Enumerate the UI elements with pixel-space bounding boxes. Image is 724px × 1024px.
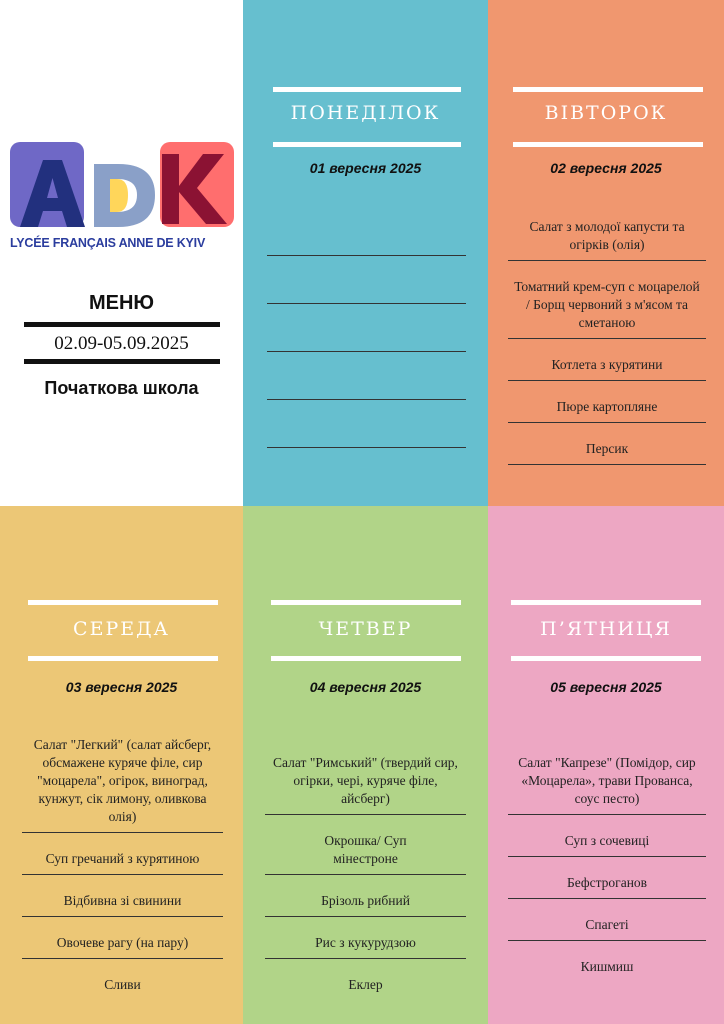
- school-level: Початкова школа: [44, 378, 199, 398]
- menu-items: [265, 754, 466, 994]
- menu-item: Салат "Легкий" (салат айсберг, обсмажене куряче філе, сир "моцарела", огірок, виноград, кунжут, сік лимону, оливкова олія): [33, 737, 212, 824]
- info-panel: [0, 0, 243, 506]
- menu-items: [22, 736, 223, 994]
- day-name: ВІВТОРОК: [544, 102, 668, 124]
- separator: [508, 380, 706, 381]
- menu-item: Сливи: [104, 977, 141, 992]
- header-line-bottom: [28, 656, 218, 661]
- menu-items: [508, 218, 706, 482]
- menu-item: Відбивна зі свинини: [63, 893, 182, 908]
- separator: [508, 260, 706, 261]
- separator: [22, 832, 223, 833]
- menu-item: Салат з молодої капусти та огірків (олія): [529, 219, 685, 252]
- menu-item: Салат "Капрезе" (Помідор, сир «Моцарела», трави Прованса, соус песто): [518, 755, 696, 806]
- menu-item: Пюре картопляне: [556, 399, 658, 414]
- menu-item: Еклер: [348, 977, 383, 992]
- header-line-bottom: [271, 656, 461, 661]
- header-line-top: [271, 600, 461, 605]
- separator: [22, 874, 223, 875]
- header-line-bottom: [513, 142, 703, 147]
- blank-line: [267, 303, 466, 304]
- day-date: 04 вересня 2025: [309, 679, 422, 695]
- separator: [265, 958, 466, 959]
- menu-item: Суп з сочевиці: [564, 833, 650, 848]
- menu-items: [508, 754, 706, 976]
- header-line-top: [273, 87, 461, 92]
- menu-item: Персик: [585, 441, 629, 456]
- separator: [508, 856, 706, 857]
- separator: [508, 940, 706, 941]
- menu-item: Котлета з курятини: [551, 357, 663, 372]
- school-name: LYCÉE FRANÇAIS ANNE DE KYIV: [10, 236, 206, 250]
- blank-line: [267, 399, 466, 400]
- menu-item: Брізоль рибний: [321, 893, 410, 908]
- header-line-bottom: [273, 142, 461, 147]
- day-monday: [243, 0, 488, 506]
- day-name: ЧЕТВЕР: [318, 618, 413, 640]
- blank-line: [267, 447, 466, 448]
- header-line-bottom: [511, 656, 701, 661]
- day-name: ПОНЕДІЛОК: [290, 102, 441, 124]
- separator: [22, 958, 223, 959]
- menu-item: Салат "Римський" (твердий сир, огірки, черi, куряче філе, айсберг): [273, 755, 458, 806]
- menu-item: Рис з кукурудзою: [315, 935, 416, 950]
- day-date: 05 вересня 2025: [550, 679, 662, 695]
- top-bar: [24, 322, 220, 327]
- header-line-top: [513, 87, 703, 92]
- day-wednesday: [0, 506, 243, 1024]
- day-tuesday: [488, 0, 724, 506]
- separator: [22, 916, 223, 917]
- day-name: СЕРЕДА: [73, 618, 170, 640]
- separator: [508, 464, 706, 465]
- separator: [508, 814, 706, 815]
- menu-item: Бефстроганов: [566, 875, 648, 890]
- separator: [508, 338, 706, 339]
- separator: [265, 814, 466, 815]
- blank-line: [267, 351, 466, 352]
- menu-title: МЕНЮ: [88, 292, 155, 314]
- day-date: 02 вересня 2025: [550, 160, 662, 176]
- header-line-top: [511, 600, 701, 605]
- bottom-bar: [24, 359, 220, 364]
- menu-item: Окрошка/ Суп мінестроне: [324, 833, 407, 866]
- day-date: 01 вересня 2025: [309, 160, 422, 176]
- menu-item: Кишмиш: [580, 959, 634, 974]
- menu-item: Томатний крем-суп с моцарелой / Борщ червоний з м'ясом та сметаною: [514, 279, 700, 330]
- separator: [265, 874, 466, 875]
- header-line-top: [28, 600, 218, 605]
- menu-item: Спагеті: [585, 917, 629, 932]
- separator: [265, 916, 466, 917]
- menu-item: Суп гречаний з курятиною: [45, 851, 200, 866]
- school-logo: [10, 142, 236, 234]
- blank-lines: [267, 255, 466, 495]
- separator: [508, 898, 706, 899]
- blank-line: [267, 255, 466, 256]
- logo-letters: [10, 142, 236, 227]
- menu-period: 02.09-05.09.2025: [54, 333, 189, 354]
- separator: [508, 422, 706, 423]
- menu-item: Овочеве рагу (на пару): [56, 935, 189, 950]
- day-date: 03 вересня 2025: [65, 679, 178, 695]
- day-thursday: [243, 506, 488, 1024]
- day-friday: [488, 506, 724, 1024]
- day-name: П’ЯТНИЦЯ: [540, 618, 672, 640]
